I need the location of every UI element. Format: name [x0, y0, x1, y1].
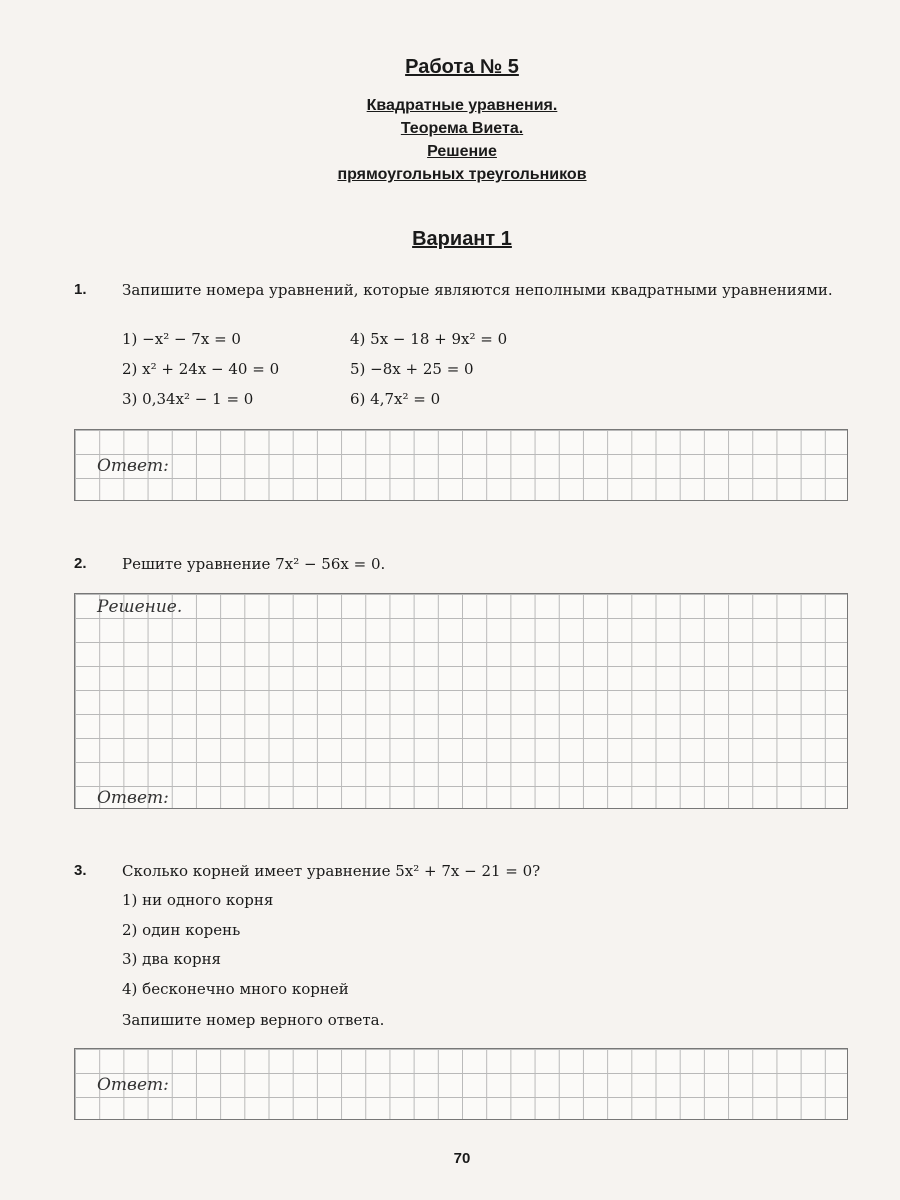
work-title: Работа № 5	[405, 56, 519, 78]
task-3-answer-label: Ответ:	[97, 1075, 169, 1095]
topic-line-2: Теорема Виета.	[400, 120, 524, 137]
task-1-answer-grid[interactable]	[74, 429, 848, 501]
task-3-number: 3.	[74, 862, 87, 879]
task-3-option-1: 1) ни одного корня	[122, 891, 274, 909]
task-1-option-6: 6) 4,7x² = 0	[350, 390, 441, 408]
task-1-option-5: 5) −8x + 25 = 0	[350, 360, 474, 378]
task-1-option-2: 2) x² + 24x − 40 = 0	[122, 360, 280, 378]
task-1-answer-label: Ответ:	[97, 456, 169, 476]
variant-title: Вариант 1	[412, 228, 512, 250]
task-3-option-2: 2) один корень	[122, 921, 241, 939]
task-2-answer-label: Ответ:	[97, 788, 169, 808]
task-2-text: Решите уравнение 7x² − 56x = 0.	[122, 555, 386, 573]
topic-line-4: прямоугольных треугольников	[337, 166, 587, 183]
task-1-option-3: 3) 0,34x² − 1 = 0	[122, 390, 254, 408]
task-1-text: Запишите номера уравнений, которые являются неполными квадратными уравнениями.	[122, 281, 833, 299]
page-number: 70	[453, 1150, 471, 1167]
topic-line-3: Решение	[427, 143, 497, 160]
task-2-solution-label: Решение.	[97, 597, 183, 617]
task-1-number: 1.	[74, 281, 87, 298]
topic-line-1: Квадратные уравнения.	[366, 97, 558, 114]
task-3-answer-grid[interactable]	[74, 1048, 848, 1120]
task-2-solution-grid[interactable]	[74, 593, 848, 809]
task-3-option-3: 3) два корня	[122, 950, 222, 968]
task-3-text: Сколько корней имеет уравнение 5x² + 7x − 21 = 0?	[122, 862, 541, 880]
page-header	[0, 54, 900, 251]
task-2-number: 2.	[74, 555, 87, 572]
task-1-option-1: 1) −x² − 7x = 0	[122, 330, 241, 348]
task-3-instruction: Запишите номер верного ответа.	[122, 1011, 385, 1029]
task-3-option-4: 4) бесконечно много корней	[122, 980, 349, 998]
task-1-option-4: 4) 5x − 18 + 9x² = 0	[350, 330, 508, 348]
